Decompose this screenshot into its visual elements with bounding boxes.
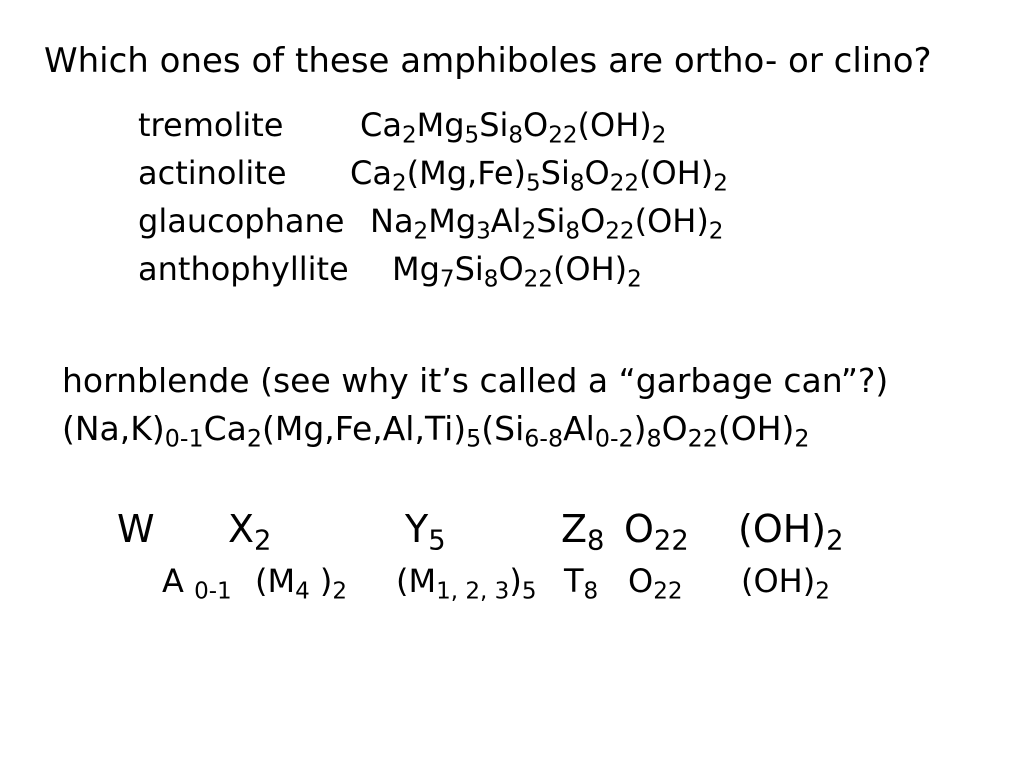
formula-text: Al: [490, 202, 522, 240]
formula-subscript: 5: [526, 170, 541, 197]
formula-subscript: 2: [246, 424, 262, 453]
site-oh: $(OH)_2$: [738, 507, 844, 557]
formula-text: Si: [454, 250, 484, 288]
formula-text: Si: [536, 202, 566, 240]
formula-subscript: 0-1: [164, 424, 204, 453]
formula-subscript: 22: [548, 122, 578, 149]
formula-subscript: 8: [569, 170, 585, 197]
formula-subscript: 2: [627, 266, 642, 293]
hornblende-formula: [62, 409, 810, 453]
formula-text: Mg: [392, 250, 440, 288]
formula-text: Al: [563, 409, 595, 448]
mineral-formula: [392, 250, 642, 293]
formula-subscript: 22: [609, 170, 640, 197]
formula-subscript: 2: [521, 218, 537, 245]
code-m123-site: $(M_{1, 2, 3})_5$: [396, 562, 537, 605]
formula-subscript: 8: [508, 122, 524, 149]
mineral-formula: [350, 154, 728, 197]
formula-subscript: 2: [713, 170, 728, 197]
formula-subscript: 6-8: [524, 424, 564, 453]
formula-subscript: 8: [565, 218, 581, 245]
code-t-site: $T_8$: [564, 562, 599, 605]
formula-subscript: 2: [401, 122, 417, 149]
formula-subscript: 3: [476, 218, 491, 245]
mineral-row-glaucophane: [138, 202, 724, 245]
formula-text: O: [523, 106, 549, 144]
formula-subscript: 2: [651, 122, 667, 149]
formula-text: (OH): [577, 106, 652, 144]
formula-subscript: 8: [483, 266, 499, 293]
formula-text: O: [584, 154, 610, 192]
formula-text: (OH): [639, 154, 714, 192]
code-m4-site: ($M_4$ )$_2$: [255, 562, 348, 605]
mineral-name: glaucophane: [138, 202, 345, 240]
formula-text: Si: [479, 106, 509, 144]
formula-subscript: 5: [466, 424, 482, 453]
formula-subscript: 2: [391, 170, 407, 197]
formula-subscript: 7: [439, 266, 455, 293]
code-a-site: A $_{0-1}$: [162, 562, 232, 605]
formula-text: Mg: [416, 106, 465, 144]
formula-subscript: 0-2: [594, 424, 634, 453]
formula-text: Ca: [203, 409, 247, 448]
formula-subscript: 2: [794, 424, 810, 453]
site-x: $X_2$: [228, 507, 272, 557]
mineral-name: actinolite: [138, 154, 287, 192]
site-z: $Z_8$: [561, 507, 605, 557]
mineral-formula: [360, 106, 667, 149]
formula-subscript: 5: [464, 122, 480, 149]
code-o-site: $O_{22}$: [628, 562, 683, 605]
formula-text: O: [661, 409, 688, 448]
formula-subscript: 2: [413, 218, 429, 245]
formula-text: (Na,K): [62, 409, 165, 448]
formula-text: (OH): [552, 250, 628, 288]
formula-text: Ca: [360, 106, 402, 144]
mineral-row-actinolite: [138, 154, 728, 197]
formula-text: (Si: [481, 409, 525, 448]
formula-text: O: [580, 202, 606, 240]
formula-text: Na: [370, 202, 414, 240]
formula-text: (OH): [634, 202, 709, 240]
formula-text: Ca: [350, 154, 392, 192]
mineral-row-tremolite: [138, 106, 667, 149]
mineral-row-anthophyllite: [138, 250, 642, 293]
mineral-name: anthophyllite: [138, 250, 349, 288]
formula-text: Mg: [428, 202, 477, 240]
formula-text: (Mg,Fe): [406, 154, 527, 192]
formula-text: (OH): [717, 409, 795, 448]
formula-subscript: 2: [708, 218, 724, 245]
formula-subscript: 22: [687, 424, 718, 453]
formula-subscript: 8: [646, 424, 662, 453]
formula-text: (Mg,Fe,Al,Ti): [261, 409, 467, 448]
formula-subscript: 22: [605, 218, 635, 245]
site-y: $Y_5$: [405, 507, 446, 557]
code-oh-site: $(OH)_2$: [741, 562, 830, 605]
formula-subscript: 22: [523, 266, 553, 293]
formula-text: ): [633, 409, 647, 448]
site-o: $O_{22}$: [624, 507, 689, 557]
hornblende-title: hornblende (see why it’s called a “garbage can”?): [62, 361, 889, 400]
site-w: W: [117, 507, 155, 551]
formula-text: Si: [540, 154, 570, 192]
formula-text: O: [498, 250, 524, 288]
question-heading: Which ones of these amphiboles are ortho- or clino?: [44, 41, 932, 81]
mineral-formula: [370, 202, 724, 245]
mineral-name: tremolite: [138, 106, 284, 144]
